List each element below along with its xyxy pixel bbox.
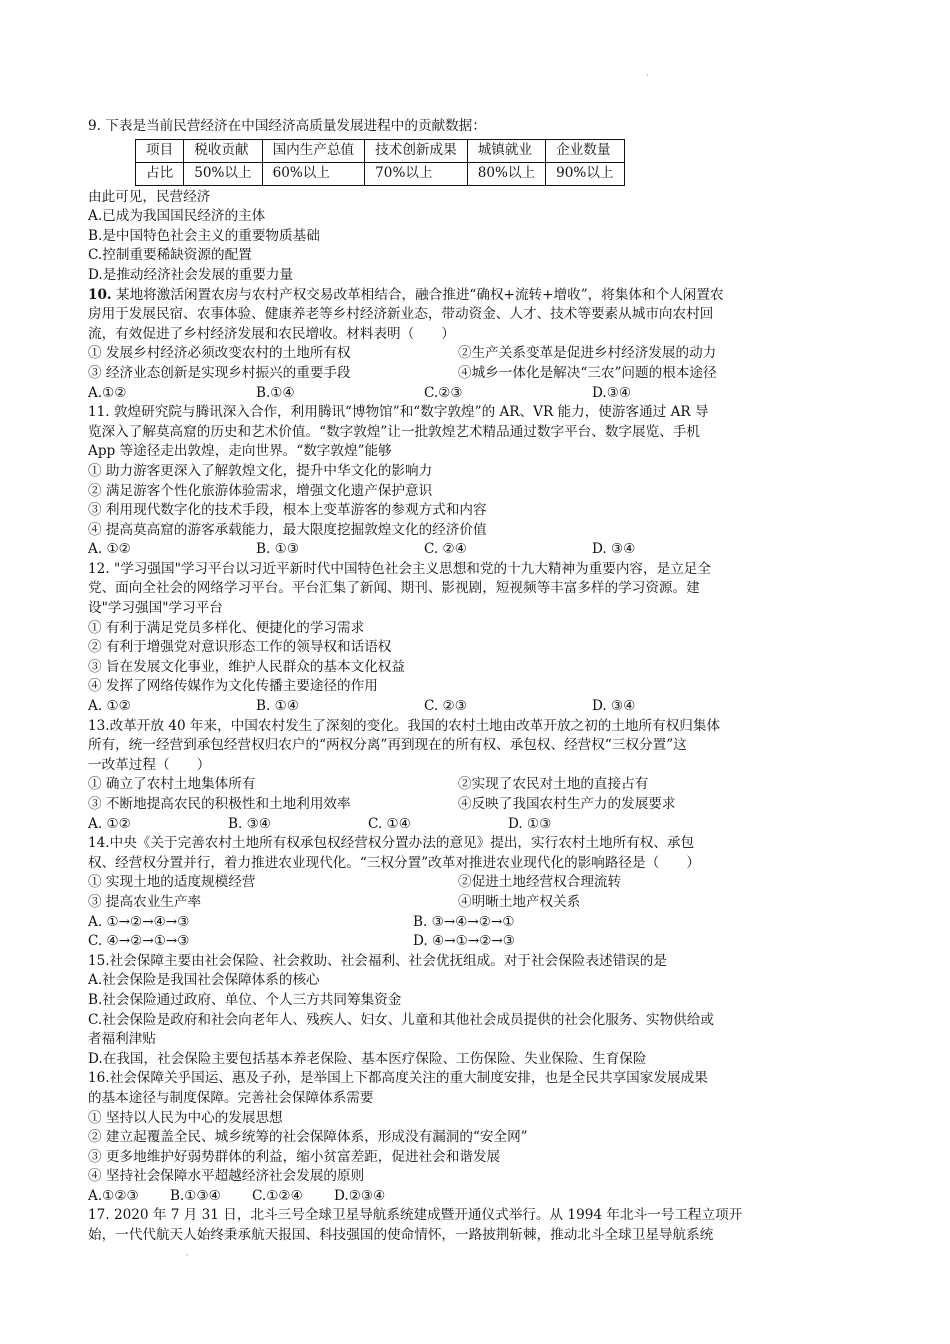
q12-stem-line: 设"学习强国"学习平台: [88, 600, 223, 617]
q10-option: B.①④: [256, 384, 295, 401]
q13-item: ① 确立了农村土地集体所有: [88, 776, 256, 793]
q11-item: ① 助力游客更深入了解敦煌文化，提升中华文化的影响力: [88, 462, 433, 479]
q16-option: D.②③④: [334, 1187, 386, 1204]
q13-options: [88, 815, 868, 835]
scan-dot: ·: [186, 1251, 189, 1260]
q14-item: ②促进土地经营权合理流转: [458, 874, 622, 891]
q16-item: ④ 坚持社会保障水平超越经济社会发展的原则: [88, 1168, 365, 1185]
q11-options: [88, 540, 868, 560]
q14-options-row: [88, 913, 868, 933]
q14-items-row: [88, 873, 868, 893]
q9-option-c: C.控制重要稀缺资源的配置: [88, 247, 252, 264]
table-header-cell: 技术创新成果: [365, 139, 468, 162]
q16-item: ① 坚持以人民为中心的发展思想: [88, 1109, 283, 1126]
q14-item: ④明晰土地产权关系: [458, 893, 581, 910]
q16-options: [88, 1187, 868, 1207]
q13-item: ③ 不断地提高农民的积极性和土地利用效率: [88, 796, 351, 812]
q10-stem-line: 流，有效促进了乡村经济发展和农民增收。材料表明（ ）: [88, 325, 456, 342]
q14-stem-line: 14.中央《关于完善农村土地所有权承包权经营权分置办法的意见》提出，实行农村土地所有权、承包: [88, 835, 695, 852]
contribution-table: [135, 139, 625, 186]
table-cell: 80%以上: [467, 162, 545, 185]
q9-option-a: A.已成为我国国民经济的主体: [88, 208, 266, 225]
q9-lead: 由此可见，民营经济: [88, 188, 211, 205]
q13-stem-line: 所有，统一经营到承包经营权归农户的“两权分离”再到现在的所有权、承包权、经营权“三权分置”这: [88, 737, 687, 754]
q11-option: D. ③④: [592, 541, 636, 558]
q13-stem-line: 一改革过程（ ）: [88, 756, 211, 773]
table-cell: 90%以上: [546, 162, 624, 185]
q16-stem-line: 的基本途径与制度保障。完善社会保障体系需要: [88, 1089, 374, 1106]
q12-option: C. ②③: [424, 698, 467, 715]
table-cell: 占比: [136, 162, 184, 185]
q15-option-d: D.在我国，社会保险主要包括基本养老保险、基本医疗保险、工伤保险、失业保险、生育保险: [88, 1050, 647, 1067]
table-header-row: [136, 139, 625, 162]
q11-option: A. ①②: [88, 541, 131, 558]
q10-item: ③ 经济业态创新是实现乡村振兴的重要手段: [88, 364, 351, 381]
q11-stem-line: App 等途径走出敦煌，走向世界。“数字敦煌”能够: [88, 443, 392, 460]
table-header-cell: 税收贡献: [184, 139, 262, 162]
q14-item: ① 实现土地的适度规模经营: [88, 874, 256, 891]
q11-item: ③ 利用现代数字化的技术手段，根本上变革游客的参观方式和内容: [88, 502, 487, 519]
q14-options-row: [88, 932, 868, 952]
q17-stem-line: 17. 2020 年 7 月 31 日，北斗三号全球卫星导航系统建成暨开通仪式举行。从 1994 年北斗一号工程立项开: [88, 1207, 743, 1224]
q12-item: ④ 发挥了网络传媒作为文化传播主要途径的作用: [88, 678, 378, 695]
q13-option: B. ③④: [228, 815, 272, 832]
q14-option: D. ④→①→②→③: [413, 933, 515, 950]
q10-option: C.②③: [424, 384, 463, 401]
q10-options: [88, 384, 868, 404]
q11-option: C. ②④: [424, 541, 467, 558]
table-header-cell: 城镇就业: [467, 139, 545, 162]
q12-options: [88, 697, 868, 717]
q14-option: A. ①→②→④→③: [88, 913, 190, 930]
q10-number: 10.: [88, 286, 112, 303]
q14-items-row: [88, 893, 868, 913]
table-header-cell: 项目: [136, 139, 184, 162]
q13-items-row: [88, 795, 868, 815]
q14-item: ③ 提高农业生产率: [88, 893, 202, 910]
q13-item: ②实现了农民对土地的直接占有: [458, 776, 649, 793]
q10-stem-line: 10. 某地将激活闲置农房与农村产权交易改革相结合，融合推进“确权+流转+增收”，将集体和个人闲置农: [88, 286, 724, 303]
q13-stem-line: 13.改革开放 40 年来，中国农村发生了深刻的变化。我国的农村土地由改革开放之初的土地所有权归集体: [88, 717, 721, 734]
q16-option: C.①②④: [252, 1187, 303, 1204]
q16-option: B.①③④: [170, 1187, 221, 1204]
q9-option-d: D.是推动经济社会发展的重要力量: [88, 266, 294, 283]
table-cell: 60%以上: [262, 162, 365, 185]
q13-option: C. ①④: [368, 815, 411, 832]
exam-page: [88, 117, 868, 1246]
q14-option: C. ④→②→①→③: [88, 933, 190, 950]
q14-option: B. ③→④→②→①: [413, 913, 515, 930]
q10-items-row: [88, 344, 868, 364]
q12-stem-line: 12. "学习强国"学习平台以习近平新时代中国特色社会主义思想和党的十九大精神为重要内容，是立足全: [88, 560, 711, 577]
q13-items-row: [88, 775, 868, 795]
table-cell: 50%以上: [184, 162, 262, 185]
q15-stem: 15.社会保障主要由社会保险、社会救助、社会福利、社会优抚组成。对于社会保险表述错误的是: [88, 952, 667, 969]
q16-item: ③ 更多地维护好弱势群体的利益，缩小贫富差距，促进社会和谐发展: [88, 1148, 501, 1165]
q12-option: B. ①④: [256, 698, 300, 715]
q9-option-b: B.是中国特色社会主义的重要物质基础: [88, 227, 320, 244]
q12-option: D. ③④: [592, 698, 636, 715]
q15-option-c: C.社会保险是政府和社会向老年人、残疾人、妇女、儿童和其他社会成员提供的社会化服务、实物供给或: [88, 1011, 714, 1028]
table-cell: 70%以上: [365, 162, 468, 185]
q10-item: ① 发展乡村经济必须改变农村的土地所有权: [88, 345, 351, 362]
scan-dot: ·: [646, 71, 649, 80]
q11-stem-line: 览深入了解莫高窟的历史和艺术价值。“数字敦煌”让一批敦煌艺术精品通过数字平台、数字展览、手机: [88, 423, 701, 440]
q11-stem-line: 11. 敦煌研究院与腾讯深入合作，利用腾讯“博物馆”和“数字敦煌”的 AR、VR 能力，使游客通过 AR 导: [88, 404, 709, 421]
q16-item: ② 建立起覆盖全民、城乡统筹的社会保障体系，形成没有漏洞的“安全网”: [88, 1129, 528, 1146]
q17-stem-line: 始，一代代航天人始终秉承航天报国、科技强国的使命情怀，一路披荆斩棘，推动北斗全球卫星导航系统: [88, 1227, 714, 1244]
q14-stem-line: 权、经营权分置并行，着力推进农业现代化。“三权分置”改革对推进农业现代化的影响路径是（ ）: [88, 854, 701, 871]
q10-stem-line: 房用于发展民宿、农事体验、健康养老等乡村经济新业态，带动资金、人才、技术等要素从城市向农村回: [88, 306, 714, 323]
q12-item: ② 有利于增强党对意识形态工作的领导权和话语权: [88, 639, 392, 656]
table-row: [136, 162, 625, 185]
q11-option: B. ①③: [256, 541, 300, 558]
q12-option: A. ①②: [88, 698, 131, 715]
q11-item: ② 满足游客个性化旅游体验需求，增强文化遗产保护意识: [88, 482, 433, 499]
q15-option-b: B.社会保险通过政府、单位、个人三方共同筹集资金: [88, 991, 402, 1008]
table-header-cell: 国内生产总值: [262, 139, 365, 162]
q9-stem: 9. 下表是当前民营经济在中国经济高质量发展进程中的贡献数据：: [88, 118, 486, 134]
q10-item: ②生产关系变革是促进乡村经济发展的动力: [458, 345, 717, 362]
q16-option: A.①②③: [88, 1187, 139, 1204]
q10-items-row: [88, 364, 868, 384]
q12-stem-line: 党、面向全社会的网络学习平台。平台汇集了新闻、期刊、影视剧，短视频等丰富多样的学习资源。建: [88, 580, 700, 597]
q13-option: A. ①②: [88, 815, 131, 832]
table-header-cell: 企业数量: [546, 139, 624, 162]
q12-item: ① 有利于满足党员多样化、便捷化的学习需求: [88, 619, 365, 636]
q10-option: D.③④: [592, 384, 632, 401]
q10-item: ④城乡一体化是解决“三农”问题的根本途径: [458, 364, 717, 381]
q10-option: A.①②: [88, 384, 127, 401]
q15-option-a: A.社会保险是我国社会保障体系的核心: [88, 972, 320, 989]
q13-item: ④反映了我国农村生产力的发展要求: [458, 796, 676, 812]
q12-item: ③ 旨在发展文化事业，维护人民群众的基本文化权益: [88, 658, 405, 675]
q16-stem-line: 16.社会保障关乎国运、惠及子孙，是举国上下都高度关注的重大制度安排，也是全民共享国家发展成果: [88, 1070, 708, 1087]
q15-option-c-cont: 者福利津贴: [88, 1031, 156, 1048]
q11-item: ④ 提高莫高窟的游客承载能力，最大限度挖掘敦煌文化的经济价值: [88, 521, 487, 538]
q13-option: D. ①③: [508, 815, 552, 832]
